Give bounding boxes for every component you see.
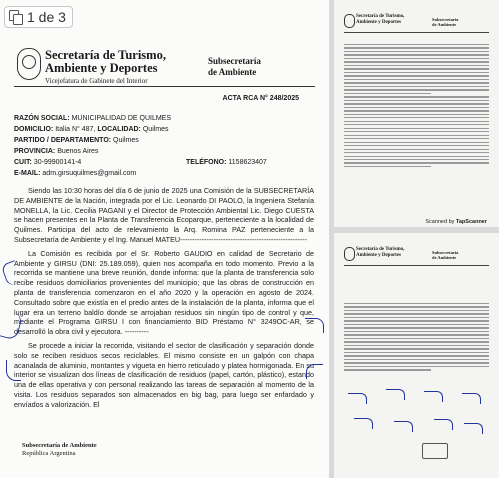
thumb-letterhead-right <box>432 250 458 260</box>
field-razon-social <box>14 114 171 123</box>
body-paragraph-1: Siendo las 10:30 horas del día 6 de junio de 2025 una Comisión de la SUBSECRETARÍA DE AMBIENTE de la Nación, integrada por el Lic. Leonardo DI PAOLO, la Ingeniera Stefanía MONELLA, la Lic. Cecilia PAGANI y el Director de Protección Ambiental Lic. Diego CUESTA se hacen presentes en la Planta de Transferencia Ecoparque, perteneciente a la localidad de Quilmes. Participa del acto de relevamiento la Arq. Romina PAZ perteneciente a la Subsecretaría de Ambiente y el Ing. Manuel MATEU----------------------------------------------------- <box>14 186 314 244</box>
handwritten-signature <box>462 393 481 404</box>
official-stamp <box>422 443 448 459</box>
letterhead-right <box>208 56 261 78</box>
letterhead-title-line2: Ambiente y Deportes <box>45 61 158 75</box>
letterhead-title-line1: Secretaría de Turismo, <box>45 48 166 62</box>
handwritten-signature <box>394 421 413 432</box>
field-value: MUNICIPALIDAD DE QUILMES <box>71 115 172 122</box>
field-label: E-MAIL: <box>14 170 41 177</box>
national-emblem-icon <box>344 14 355 28</box>
page-indicator-label: 1 de 3 <box>27 9 66 25</box>
field-value: Quilmes <box>142 126 169 133</box>
thumb-text-lines <box>344 44 489 169</box>
field-value: Buenos Aires <box>57 148 99 155</box>
scanner-app: TapScanner <box>455 219 487 225</box>
field-domicilio <box>14 125 169 134</box>
field-label: LOCALIDAD: <box>97 126 141 133</box>
thumb-title-line1: Secretaría de Turismo, <box>356 247 405 252</box>
body-paragraph-3: Se procede a iniciar la recorrida, visitando el sector de clasificación y separación donde solo se reciben residuos secos reciclables. El mismo consiste en un galpón con chapa acanalada de aluminio, montantes y vigueta en hierro reticulado y platea hormigonada. En su interior se visualizan dos líneas de clasificación de residuos (papel, cartón, plástico), estando una de ellas operativa y con personal realizando las tareas de separación al momento de la visita. Los residuos separados son almacenados en big bag, para luego ser enfardado y envíados a valorización. El <box>14 340 314 409</box>
body-paragraph-2: La Comisión es recibida por el Sr. Roberto GAUDIO en calidad de Secretario de Ambiente y GIRSU (DNI: 25.189.059), quien nos acompaña en todo momento. Previo a la recorrida se mantiene una breve reunión, donde informa: que la planta de transferencia solo recibe residuos domiciliarios provenientes del municipio; que las obras de construcción en planta de transferencia comenzaron en el año 2020 y la operación en agosto de 2024. Consultado sobre que existía en el predio antes de la instalación de la planta, informa que el lugar era un terreno baldío donde se arrojaban residuos sin ningún tipo de control y que, mediante el Programa GIRSU I con financiamiento BID Préstamo N° 3249OC-AR, se desarrolló la obra civil y ejecutora. ---------- <box>14 248 314 337</box>
handwritten-signature <box>354 418 373 429</box>
acta-number: ACTA RCA N° 248/2025 <box>222 95 299 102</box>
thumb-title-line2: Ambiente y Deportes <box>356 253 401 258</box>
handwritten-signature <box>424 391 443 402</box>
field-label: CUIT: <box>14 159 32 166</box>
thumb-text-lines <box>344 303 489 373</box>
handwritten-signature <box>6 360 21 381</box>
handwritten-signature <box>386 389 405 400</box>
page-footer <box>22 442 97 458</box>
page-indicator[interactable] <box>4 6 73 28</box>
field-value: adm.girsuquilmes@gmail.com <box>42 170 137 177</box>
scanner-watermark <box>334 217 499 227</box>
thumb-right-line1: Subsecretaría <box>432 250 459 255</box>
field-value: Italia N° 487, <box>55 126 96 133</box>
thumb-letterhead-right <box>432 17 458 27</box>
handwritten-signature <box>305 318 324 333</box>
field-email <box>14 169 136 178</box>
thumb-right-line2: de Ambiente <box>432 255 457 260</box>
field-label: DOMICILIO: <box>14 126 54 133</box>
handwritten-signature <box>348 393 367 404</box>
thumb-title-line2: Ambiente y Deportes <box>356 20 401 25</box>
field-label: RAZÓN SOCIAL: <box>14 115 70 122</box>
letterhead-subtitle: Vicejefatura de Gabinete del Interior <box>45 77 148 85</box>
acta-body <box>14 186 314 414</box>
footer-subtitle: República Argentina <box>22 450 76 457</box>
thumb-title-line1: Secretaría de Turismo, <box>356 14 405 19</box>
national-emblem-icon <box>344 247 355 261</box>
thumb-divider <box>344 32 489 33</box>
handwritten-signature <box>464 423 483 434</box>
thumb-right-line1: Subsecretaría <box>432 17 459 22</box>
field-partido <box>14 136 139 145</box>
letterhead-right-line1: Subsecretaría <box>208 56 261 66</box>
field-value: 30-99900141-4 <box>33 159 82 166</box>
handwritten-signature <box>306 364 323 379</box>
national-emblem-icon <box>17 48 41 80</box>
letterhead-right-line2: de Ambiente <box>208 67 257 77</box>
header-divider <box>14 86 315 87</box>
thumb-letterhead <box>356 247 404 259</box>
thumb-letterhead <box>356 14 404 26</box>
field-label: PARTIDO / DEPARTAMENTO: <box>14 137 112 144</box>
scanner-prefix: Scanned by <box>425 219 455 225</box>
handwritten-signature <box>434 419 453 430</box>
field-value: Quilmes <box>113 137 139 144</box>
thumb-divider <box>344 265 489 266</box>
letterhead-left <box>45 49 205 85</box>
field-provincia <box>14 147 98 156</box>
field-label: TELÉFONO: <box>186 159 227 166</box>
footer-title: Subsecretaría de Ambiente <box>22 442 97 449</box>
field-value: 1158623407 <box>228 159 267 166</box>
page-thumbnail-3[interactable] <box>334 233 499 478</box>
field-cuit <box>14 158 81 167</box>
copy-pages-icon <box>9 10 23 24</box>
thumb-right-line2: de Ambiente <box>432 22 457 27</box>
page-thumbnail-2[interactable] <box>334 0 499 227</box>
field-telefono <box>186 158 267 167</box>
field-label: PROVINCIA: <box>14 148 56 155</box>
